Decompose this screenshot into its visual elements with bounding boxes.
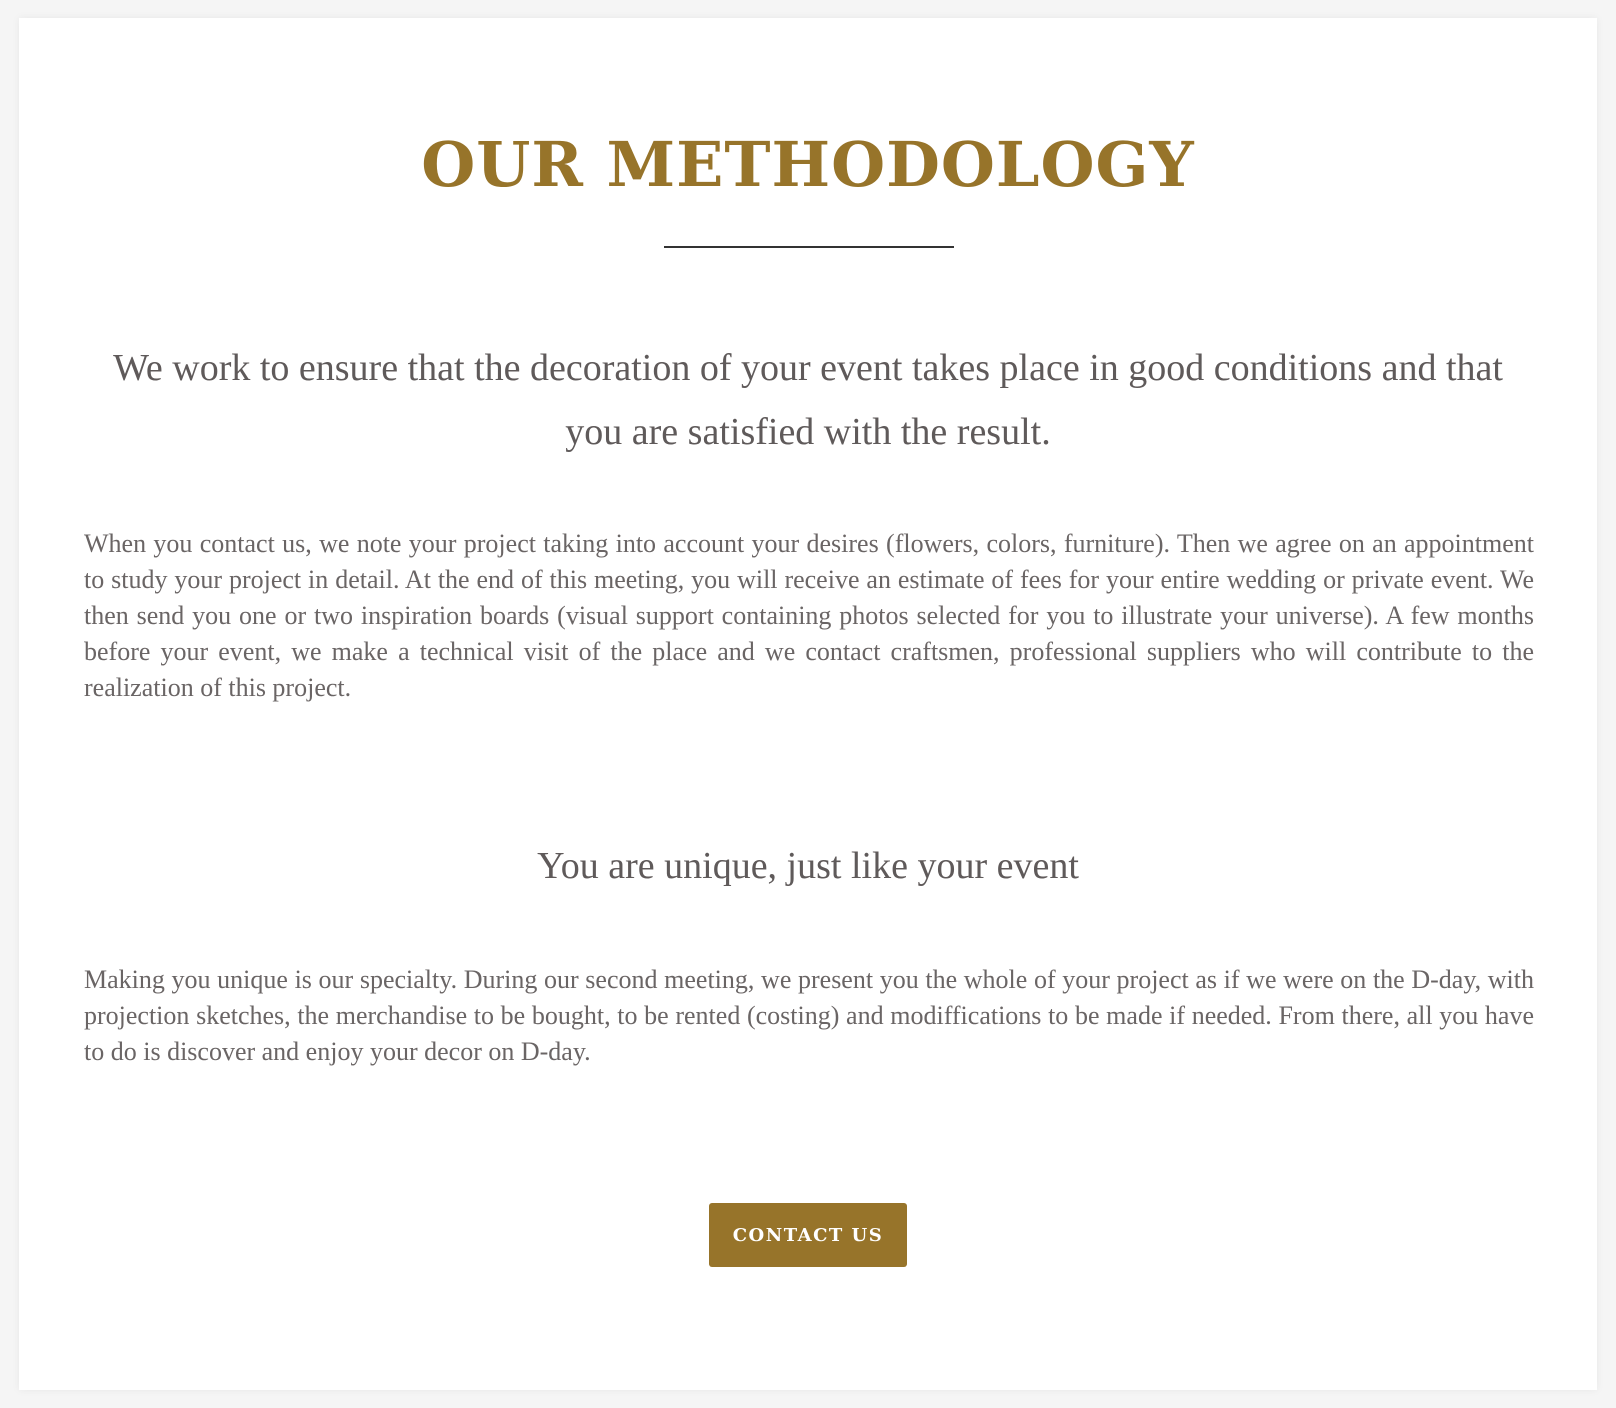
lead-text: We work to ensure that the decoration of your event takes place in good conditions and that you are satisfied with the result. xyxy=(113,347,1503,453)
page-title: OUR METHODOLOGY xyxy=(421,128,1195,201)
uniqueness-paragraph: Making you unique is our specialty. During our second meeting, we present you the whole of your project as if we were on the D-day, with projection sketches, the merchandise to be bought, to be rented (costing) and modiffications to be made if needed. From there, all you have to do is discover and enjoy your decor on D-day. xyxy=(84,965,1534,1066)
section-subtitle: You are unique, just like your event xyxy=(537,845,1079,887)
title-divider xyxy=(664,246,954,248)
methodology-section xyxy=(19,18,1597,1390)
contact-us-button[interactable]: CONTACT US xyxy=(709,1203,907,1267)
methodology-paragraph: When you contact us, we note your project taking into account your desires (flowers, colors, furniture). Then we agree on an appointment to study your project in detail. At the end of this meeting, you will receive an estimate of fees for your entire wedding or private event. We then send you one or two inspiration boards (visual support containing photos selected for you to illustrate your universe). A few months before your event, we make a technical visit of the place and we contact craftsmen, professional suppliers who will contribute to the realization of this project. xyxy=(84,529,1534,702)
